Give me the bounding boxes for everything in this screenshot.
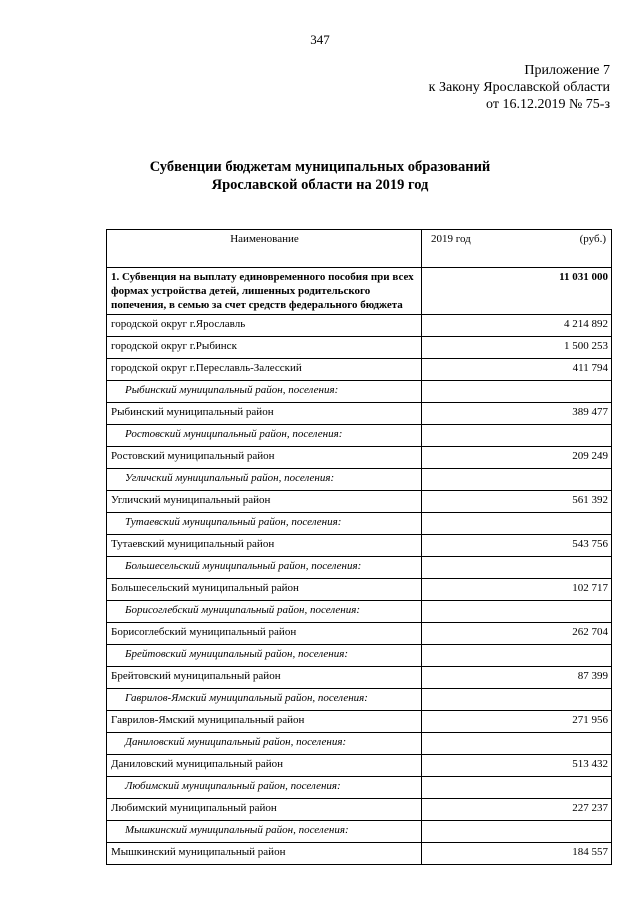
group-heading-cell: Борисоглебский муниципальный район, поселения: — [107, 601, 422, 623]
table-row — [107, 799, 612, 821]
header-unit: (руб.) — [579, 233, 606, 245]
group-heading-cell: Тутаевский муниципальный район, поселения: — [107, 513, 422, 535]
row-value-cell — [422, 777, 612, 799]
table-row — [107, 315, 612, 337]
section-row — [107, 268, 612, 315]
row-value-cell — [422, 821, 612, 843]
row-name-cell: Ростовский муниципальный район — [107, 447, 422, 469]
row-name-cell: Угличский муниципальный район — [107, 491, 422, 513]
table-row-group-heading — [107, 645, 612, 667]
table-row — [107, 623, 612, 645]
table-row — [107, 403, 612, 425]
row-value-cell: 271 956 — [422, 711, 612, 733]
row-name-cell: Даниловский муниципальный район — [107, 755, 422, 777]
row-name-cell: городской округ г.Ярославль — [107, 315, 422, 337]
table-row-group-heading — [107, 513, 612, 535]
row-value-cell: 411 794 — [422, 359, 612, 381]
group-heading-cell: Даниловский муниципальный район, поселения: — [107, 733, 422, 755]
table-row-group-heading — [107, 425, 612, 447]
row-value-cell — [422, 469, 612, 491]
appendix-line-2: к Закону Ярославской области — [428, 80, 610, 95]
table-row — [107, 579, 612, 601]
row-value-cell: 561 392 — [422, 491, 612, 513]
row-value-cell — [422, 689, 612, 711]
row-value-cell: 513 432 — [422, 755, 612, 777]
table-row-group-heading — [107, 469, 612, 491]
row-value-cell — [422, 513, 612, 535]
table-row-group-heading — [107, 689, 612, 711]
row-name-cell: Борисоглебский муниципальный район — [107, 623, 422, 645]
table-row — [107, 711, 612, 733]
row-value-cell: 87 399 — [422, 667, 612, 689]
subventions-table — [106, 229, 612, 865]
row-value-cell: 1 500 253 — [422, 337, 612, 359]
row-value-cell — [422, 645, 612, 667]
row-value-cell: 209 249 — [422, 447, 612, 469]
row-value-cell: 262 704 — [422, 623, 612, 645]
section-name: 1. Субвенция на выплату единовременного пособия при всех формах устройства детей, лишенных родительского попечения, в семью за счет средств федерального бюджета — [107, 268, 422, 315]
table-row-group-heading — [107, 733, 612, 755]
table-header-row — [107, 230, 612, 268]
row-name-cell: Рыбинский муниципальный район — [107, 403, 422, 425]
row-value-cell — [422, 425, 612, 447]
row-name-cell: Любимский муниципальный район — [107, 799, 422, 821]
row-value-cell: 184 557 — [422, 843, 612, 865]
row-value-cell: 4 214 892 — [422, 315, 612, 337]
table-row-group-heading — [107, 381, 612, 403]
row-value-cell — [422, 733, 612, 755]
row-value-cell: 543 756 — [422, 535, 612, 557]
row-value-cell — [422, 557, 612, 579]
group-heading-cell: Большесельский муниципальный район, поселения: — [107, 557, 422, 579]
table-row-group-heading — [107, 557, 612, 579]
row-name-cell: Гаврилов-Ямский муниципальный район — [107, 711, 422, 733]
section-total: 11 031 000 — [422, 268, 612, 315]
table-row — [107, 755, 612, 777]
row-name-cell: городской округ г.Переславль-Залесский — [107, 359, 422, 381]
table-row — [107, 491, 612, 513]
appendix-reference — [429, 62, 610, 113]
row-name-cell: городской округ г.Рыбинск — [107, 337, 422, 359]
row-name-cell: Мышкинский муниципальный район — [107, 843, 422, 865]
page-number: 347 — [310, 32, 330, 47]
table-row — [107, 535, 612, 557]
row-name-cell: Брейтовский муниципальный район — [107, 667, 422, 689]
table-row — [107, 359, 612, 381]
document-title: Субвенции бюджетам муниципальных образований Ярославской области на 2019 год — [149, 159, 491, 193]
group-heading-cell: Ростовский муниципальный район, поселения: — [107, 425, 422, 447]
row-value-cell: 227 237 — [422, 799, 612, 821]
table-row — [107, 447, 612, 469]
appendix-line-1: Приложение 7 — [524, 63, 610, 78]
row-name-cell: Большесельский муниципальный район — [107, 579, 422, 601]
table-row — [107, 667, 612, 689]
header-name-cell: Наименование — [107, 230, 422, 268]
row-value-cell — [422, 381, 612, 403]
table-row — [107, 337, 612, 359]
group-heading-cell: Угличский муниципальный район, поселения: — [107, 469, 422, 491]
group-heading-cell: Гаврилов-Ямский муниципальный район, поселения: — [107, 689, 422, 711]
header-value-cell — [422, 230, 612, 268]
group-heading-cell: Мышкинский муниципальный район, поселения: — [107, 821, 422, 843]
table-row-group-heading — [107, 777, 612, 799]
group-heading-cell: Брейтовский муниципальный район, поселения: — [107, 645, 422, 667]
table-row-group-heading — [107, 821, 612, 843]
table-row-group-heading — [107, 601, 612, 623]
table-row — [107, 843, 612, 865]
appendix-line-3: от 16.12.2019 № 75-з — [486, 97, 610, 112]
row-value-cell: 389 477 — [422, 403, 612, 425]
row-value-cell — [422, 601, 612, 623]
group-heading-cell: Любимский муниципальный район, поселения: — [107, 777, 422, 799]
row-value-cell: 102 717 — [422, 579, 612, 601]
group-heading-cell: Рыбинский муниципальный район, поселения: — [107, 381, 422, 403]
row-name-cell: Тутаевский муниципальный район — [107, 535, 422, 557]
header-year: 2019 год — [431, 233, 471, 245]
